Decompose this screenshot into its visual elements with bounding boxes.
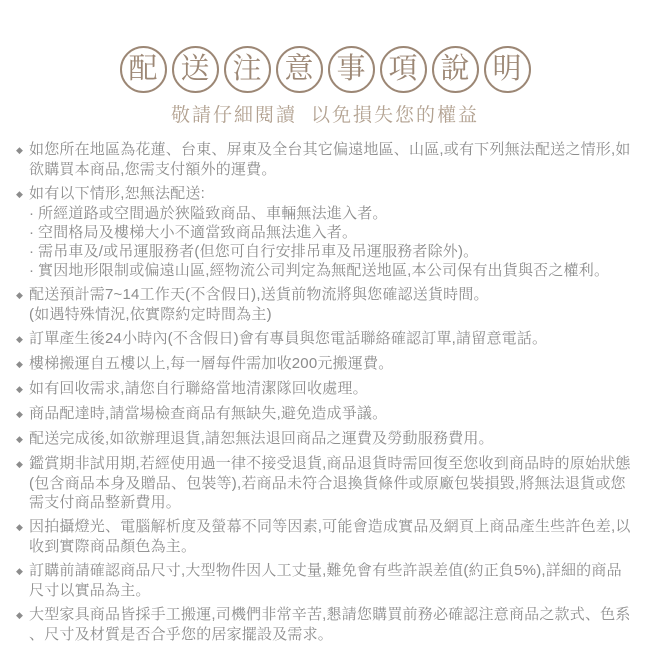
dot-bullet-icon: · bbox=[29, 205, 35, 222]
note-item bbox=[16, 329, 634, 349]
title-circle-char: 明 bbox=[484, 46, 531, 93]
note-text: 配送完成後,如欲辦理退貨,請恕無法退回商品之運費及勞動服務費用。 bbox=[29, 430, 494, 447]
diamond-bullet-icon: ◆ bbox=[16, 459, 24, 469]
subtitle-left-text: 敬請仔細閱讀 bbox=[170, 105, 297, 126]
note-item bbox=[16, 561, 634, 600]
note-item bbox=[16, 379, 634, 399]
diamond-bullet-icon: ◆ bbox=[16, 384, 24, 394]
dot-bullet-icon: · bbox=[29, 262, 35, 279]
note-item bbox=[16, 404, 634, 424]
note-text: 商品配達時,請當場檢查商品有無缺失,避免造成爭議。 bbox=[29, 405, 388, 422]
subtitle-right-text: 以免損失您的權益 bbox=[311, 105, 480, 126]
title-circle-char: 說 bbox=[432, 46, 479, 93]
note-text: 如有以下情形,恕無法配送: bbox=[29, 185, 205, 202]
note-item bbox=[16, 429, 634, 449]
note-item bbox=[16, 140, 634, 179]
note-sub-text: 所經道路或空間過於狹隘致商品、車輛無法進入者。 bbox=[38, 205, 388, 222]
note-sub-item bbox=[29, 261, 634, 280]
note-sub-text: 空間格局及樓梯大小不適當致商品無法進入者。 bbox=[38, 224, 358, 241]
diamond-bullet-icon: ◆ bbox=[16, 145, 24, 155]
note-sub-item bbox=[29, 223, 634, 242]
note-item bbox=[16, 354, 634, 374]
diamond-bullet-icon: ◆ bbox=[16, 522, 24, 532]
note-text: 樓梯搬運自五樓以上,每一層每件需加收200元搬運費。 bbox=[29, 355, 394, 372]
note-text: 配送預計需7~14工作天(不含假日),送貨前物流將與您確認送貨時間。 bbox=[29, 286, 489, 303]
diamond-bullet-icon: ◆ bbox=[16, 189, 24, 199]
note-item bbox=[16, 517, 634, 556]
dot-bullet-icon: · bbox=[29, 243, 35, 260]
note-text: 訂單產生後24小時內(不含假日)會有專員與您電話聯絡確認訂單,請留意電話。 bbox=[29, 330, 548, 347]
note-text: 訂購前請確認商品尺寸,大型物件因人工丈量,難免會有些許誤差值(約正負5%),詳細的商品尺寸以實品為主。 bbox=[29, 562, 622, 599]
notice-subtitle bbox=[0, 100, 650, 127]
diamond-bullet-icon: ◆ bbox=[16, 290, 24, 300]
dot-bullet-icon: · bbox=[29, 224, 35, 241]
notice-header bbox=[0, 0, 650, 127]
note-sub-text: 需吊車及/或吊運服務者(但您可自行安排吊車及吊運服務者除外)。 bbox=[38, 243, 479, 260]
title-circles bbox=[0, 46, 650, 93]
note-sub-text: 實因地形限制或偏遠山區,經物流公司判定為無配送地區,本公司保有出貨與否之權利。 bbox=[38, 262, 610, 279]
note-item bbox=[16, 285, 634, 324]
title-circle-char: 注 bbox=[224, 46, 271, 93]
title-circle-char: 送 bbox=[172, 46, 219, 93]
note-text: 大型家具商品皆採手工搬運,司機們非常辛苦,懇請您購買前務必確認注意商品之款式、色系、尺寸及材質是否合乎您的居家擺設及需求。 bbox=[29, 606, 631, 643]
diamond-bullet-icon: ◆ bbox=[16, 610, 24, 620]
note-sub-item bbox=[29, 242, 634, 261]
note-text: 如有回收需求,請您自行聯絡當地清潔隊回收處理。 bbox=[29, 380, 368, 397]
diamond-bullet-icon: ◆ bbox=[16, 434, 24, 444]
note-extra-text: (如遇特殊情況,依實際約定時間為主) bbox=[29, 306, 272, 323]
note-text: 因拍攝燈光、電腦解析度及螢幕不同等因素,可能會造成實品及網頁上商品產生些許色差,以收到實際商品顏色為主。 bbox=[29, 518, 631, 555]
notes-list bbox=[16, 140, 634, 644]
title-circle-char: 事 bbox=[328, 46, 375, 93]
title-circle-char: 意 bbox=[276, 46, 323, 93]
title-circle-char: 項 bbox=[380, 46, 427, 93]
diamond-bullet-icon: ◆ bbox=[16, 359, 24, 369]
note-sub-item bbox=[29, 204, 634, 223]
title-circle-char: 配 bbox=[120, 46, 167, 93]
diamond-bullet-icon: ◆ bbox=[16, 566, 24, 576]
note-item bbox=[16, 605, 634, 644]
diamond-bullet-icon: ◆ bbox=[16, 409, 24, 419]
diamond-bullet-icon: ◆ bbox=[16, 334, 24, 344]
note-item bbox=[16, 454, 634, 512]
note-item bbox=[16, 184, 634, 280]
note-text: 如您所在地區為花蓮、台東、屏東及全台其它偏遠地區、山區,或有下列無法配送之情形,如欲購買本商品,您需支付額外的運費。 bbox=[29, 141, 631, 178]
note-text: 鑑賞期非試用期,若經使用過一律不接受退貨,商品退貨時需回復至您收到商品時的原始狀態(包含商品本身及贈品、包裝等),若商品未符合退換貨條件或原廠包裝損毀,將無法退貨或您需支付商品整新費用。 bbox=[29, 455, 631, 511]
